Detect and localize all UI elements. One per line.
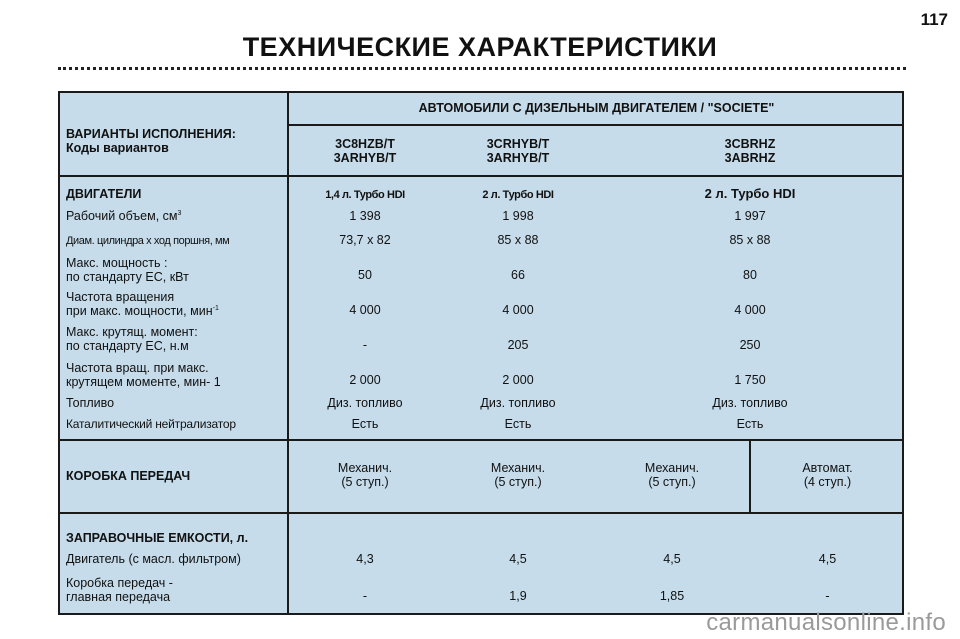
- capacity-value: 4,5: [663, 552, 681, 566]
- engine-value: 1 750: [734, 373, 766, 387]
- grid-line: [60, 439, 904, 441]
- engine-value: 85 х 88: [729, 233, 771, 247]
- engine-value: Есть: [351, 417, 379, 431]
- grid-line: [287, 93, 289, 615]
- engine-value: -: [362, 338, 368, 352]
- variant-code: 3CBRHZ 3ABRHZ: [724, 137, 776, 165]
- gearbox-label: КОРОБКА ПЕРЕДАЧ: [66, 469, 191, 483]
- grid-line: [60, 175, 904, 177]
- grid-line: [60, 512, 904, 514]
- engine-value: Диз. топливо: [712, 396, 788, 410]
- row-label-power-rpm: Частота вращения при макс. мощности, мин$^{-1}$: [66, 290, 219, 318]
- engine-value: 4 000: [349, 303, 381, 317]
- row-label-fuel: Топливо: [66, 396, 115, 410]
- row-label-catalyst: Каталитический нейтрализатор: [66, 417, 236, 431]
- capacity-value: 1,85: [659, 589, 685, 603]
- row-label-engine-oil: Двигатель (с масл. фильтром): [66, 552, 241, 566]
- spec-table: [58, 91, 904, 615]
- engine-name: 2 л. Турбо HDI: [704, 186, 796, 201]
- engine-value: 250: [739, 338, 761, 352]
- gearbox-value: Механич. (5 ступ.): [490, 461, 546, 489]
- row-label-displacement: Рабочий объем, $см^3$: [66, 209, 182, 223]
- variant-code: 3C8HZB/T 3ARHYB/T: [333, 137, 397, 165]
- engine-value: 80: [743, 268, 757, 282]
- title-divider: [58, 67, 906, 70]
- engine-value: 73,7 х 82: [339, 233, 391, 247]
- engine-name: 2 л. Турбо HDI: [482, 189, 554, 201]
- row-label-torque-rpm: Частота вращ. при макс. крутящем моменте, мин- 1: [66, 361, 221, 389]
- engine-value: Есть: [736, 417, 764, 431]
- engine-value: 205: [507, 338, 529, 352]
- engine-value: Диз. топливо: [480, 396, 556, 410]
- row-label-bore-stroke: Диам. цилиндра х ход поршня, мм: [66, 235, 230, 247]
- capacity-value: -: [362, 589, 368, 603]
- engine-value: 2 000: [349, 373, 381, 387]
- engine-value: Есть: [504, 417, 532, 431]
- variant-code: 3CRHYB/T 3ARHYB/T: [486, 137, 550, 165]
- watermark: carmanualsonline.info: [706, 609, 946, 636]
- page-title: ТЕХНИЧЕСКИЕ ХАРАКТЕРИСТИКИ: [242, 32, 718, 62]
- engine-value: Диз. топливо: [327, 396, 403, 410]
- diesel-group-title: АВТОМОБИЛИ С ДИЗЕЛЬНЫМ ДВИГАТЕЛЕМ / "SOCIETE": [418, 101, 775, 115]
- engine-value: 1 997: [734, 209, 766, 223]
- row-label-max-torque: Макс. крутящ. момент: по стандарту ЕС, н.м: [66, 325, 198, 353]
- engine-value: 85 х 88: [497, 233, 539, 247]
- row-label-gearbox-oil: Коробка передач - главная передача: [66, 576, 173, 604]
- engine-section-label: ДВИГАТЕЛИ: [66, 187, 142, 201]
- engine-value: 2 000: [502, 373, 534, 387]
- engine-value: 4 000: [734, 303, 766, 317]
- engine-value: 66: [511, 268, 525, 282]
- capacities-section-label: ЗАПРАВОЧНЫЕ ЕМКОСТИ, л.: [66, 531, 249, 545]
- capacity-value: 1,9: [509, 589, 527, 603]
- engine-value: 4 000: [502, 303, 534, 317]
- gearbox-value: Механич. (5 ступ.): [644, 461, 700, 489]
- row-label-max-power: Макс. мощность : по стандарту ЕС, кВт: [66, 256, 189, 284]
- page-number: 117: [920, 10, 948, 29]
- engine-value: 50: [358, 268, 372, 282]
- engine-name: 1,4 л. Турбо HDI: [325, 189, 405, 201]
- gearbox-value: Механич. (5 ступ.): [337, 461, 393, 489]
- capacity-value: -: [825, 589, 830, 603]
- capacity-value: 4,5: [818, 552, 837, 566]
- capacity-value: 4,3: [356, 552, 374, 566]
- engine-value: 1 398: [349, 209, 381, 223]
- capacity-value: 4,5: [509, 552, 527, 566]
- engine-value: 1 998: [502, 209, 534, 223]
- gearbox-value: Автомат. (4 ступ.): [802, 461, 853, 489]
- variants-header: ВАРИАНТЫ ИСПОЛНЕНИЯ: Коды вариантов: [66, 127, 236, 155]
- grid-line: [287, 124, 904, 126]
